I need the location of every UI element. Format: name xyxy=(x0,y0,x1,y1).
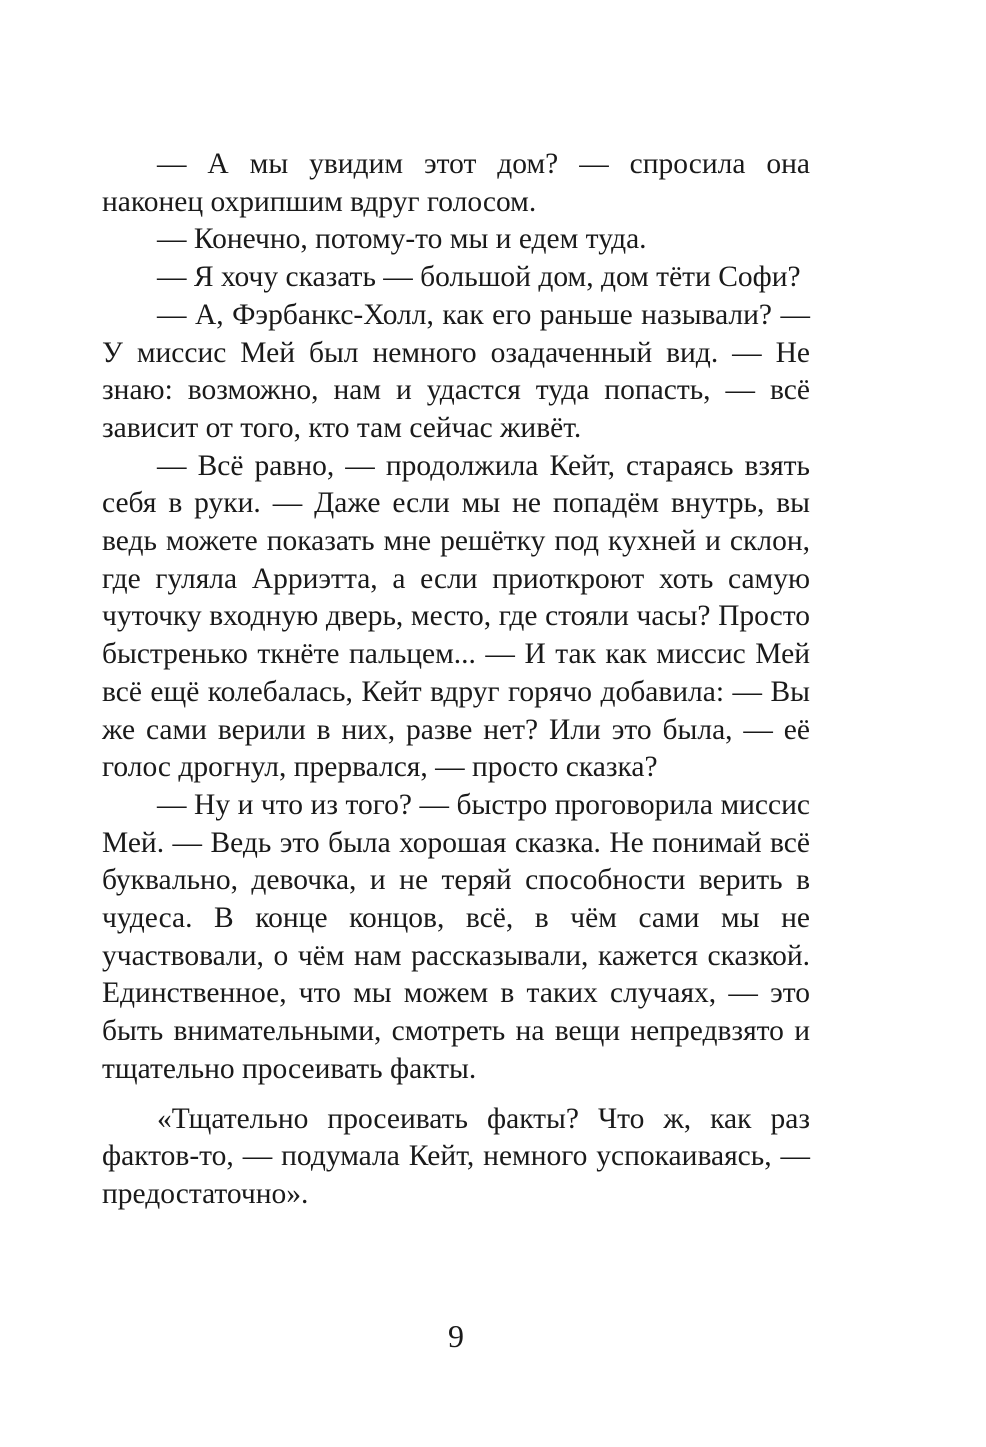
paragraph: — А, Фэрбанкс-Холл, как его раньше называли? — У миссис Мей был немного озадаченный вид. — Не знаю: возможно, нам и удастся туда попасть, — всё зависит от того, кто там сейчас живёт. xyxy=(102,298,810,444)
book-page xyxy=(102,0,810,1447)
paragraph: — Конечно, потому-то мы и едем туда. xyxy=(157,223,647,256)
paragraph: — Всё равно, — продолжила Кейт, стараясь взять себя в руки. — Даже если мы не попадём внутрь, вы ведь можете показать мне решётку под кухней и склон, где гуляла Арриэтта, а если приоткроют хоть самую чуточку входную дверь, место, где стояли часы? Просто быстренько ткнёте пальцем... — И так как миссис Мей всё ещё колебалась, Кейт вдруг горячо добавила: — Вы же сами верили в них, разве нет? Или это была, — её голос дрогнул, прервался, — просто сказка? xyxy=(102,449,810,784)
paragraph: «Тщательно просеивать факты? Что ж, как раз фактов-то, — подумала Кейт, немного успокаиваясь, — предостаточно». xyxy=(102,1102,810,1210)
paragraph: — Я хочу сказать — большой дом, дом тёти Софи? xyxy=(157,261,801,294)
paragraph: — А мы увидим этот дом? — спросила она наконец охрипшим вдруг голосом. xyxy=(102,148,810,218)
page-number: 9 xyxy=(448,1318,464,1354)
body-text xyxy=(102,146,810,1214)
paragraph: — Ну и что из того? — быстро проговорила миссис Мей. — Ведь это была хорошая сказка. Не понимай всё буквально, девочка, и не теряй способности верить в чудеса. В конце концов, всё, в чём сами мы не участвовали, о чём нам рассказывали, кажется сказкой. Единственное, что мы можем в таких случаях, — это быть внимательными, смотреть на вещи непредвзято и тщательно просеивать факты. xyxy=(102,788,810,1085)
